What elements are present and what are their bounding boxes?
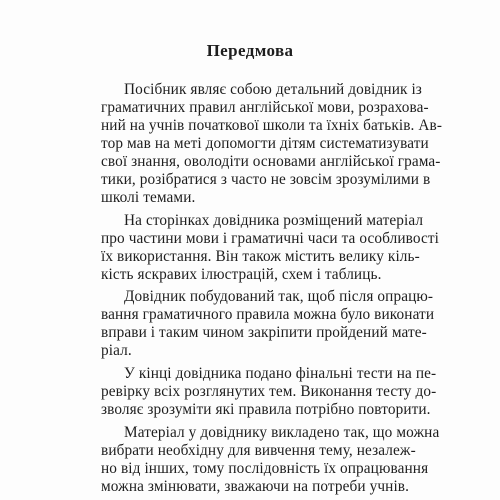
paragraph-4-line-1: У кінці довідника подано фінальні тести на пе- <box>124 365 437 382</box>
paragraph-4-line-3: зволяє зрозуміти які правила потрібно повторити. <box>101 401 431 418</box>
paragraph-1-line-4: тор мав на меті допомогти дітям систематизувати <box>101 135 429 152</box>
paragraph-5-line-1: Матеріал у довіднику викладено так, що можна <box>124 424 440 441</box>
paragraph-1-line-3: ний на учнів початкової школи та їхніх батьків. Ав- <box>101 117 443 134</box>
paragraph-1-line-1: Посібник являє собою детальний довідник із <box>124 81 422 98</box>
paragraph-1-line-2: граматичних правил англійської мови, розрахова- <box>101 99 429 116</box>
paragraph-2-line-4: кість яскравих ілюстрацій, схем і таблиць. <box>101 266 382 283</box>
paragraph-5-line-2: вибрати необхідну для вивчення тему, незалеж- <box>101 442 416 459</box>
paragraph-2-line-3: їх використання. Він також містить велику кіль- <box>101 248 420 265</box>
paragraph-3-line-1: Довідник побудований так, щоб після опрацю- <box>124 288 434 305</box>
paragraph-3-line-4: ріал. <box>101 342 132 359</box>
paragraph-2-line-2: про частини мови і граматичні часи та особливості <box>101 230 440 247</box>
paragraph-3-line-2: вання граматичного правила можна було виконати <box>101 306 435 323</box>
paragraph-1-line-5: свої знання, оволодіти основами англійської грама- <box>101 153 441 170</box>
paragraph-3-line-3: вправи і таким чином закріпити пройдений мате- <box>101 324 427 341</box>
paragraph-5-line-4: можна змінювати, зважаючи на потреби учнів. <box>101 478 410 495</box>
paragraph-1-line-7: школі темами. <box>101 189 196 206</box>
paragraph-2-line-1: На сторінках довідника розміщений матеріал <box>124 212 424 229</box>
paragraph-5-line-3: но від інших, тому послідовність їх опрацювання <box>101 460 429 477</box>
paragraph-1-line-6: тики, розібратися з часто не зовсім зрозумілими в <box>101 171 431 188</box>
page-title: Передмова <box>206 41 294 60</box>
paragraph-4-line-2: ревірку всіх розглянутих тем. Виконання тесту до- <box>101 383 437 400</box>
